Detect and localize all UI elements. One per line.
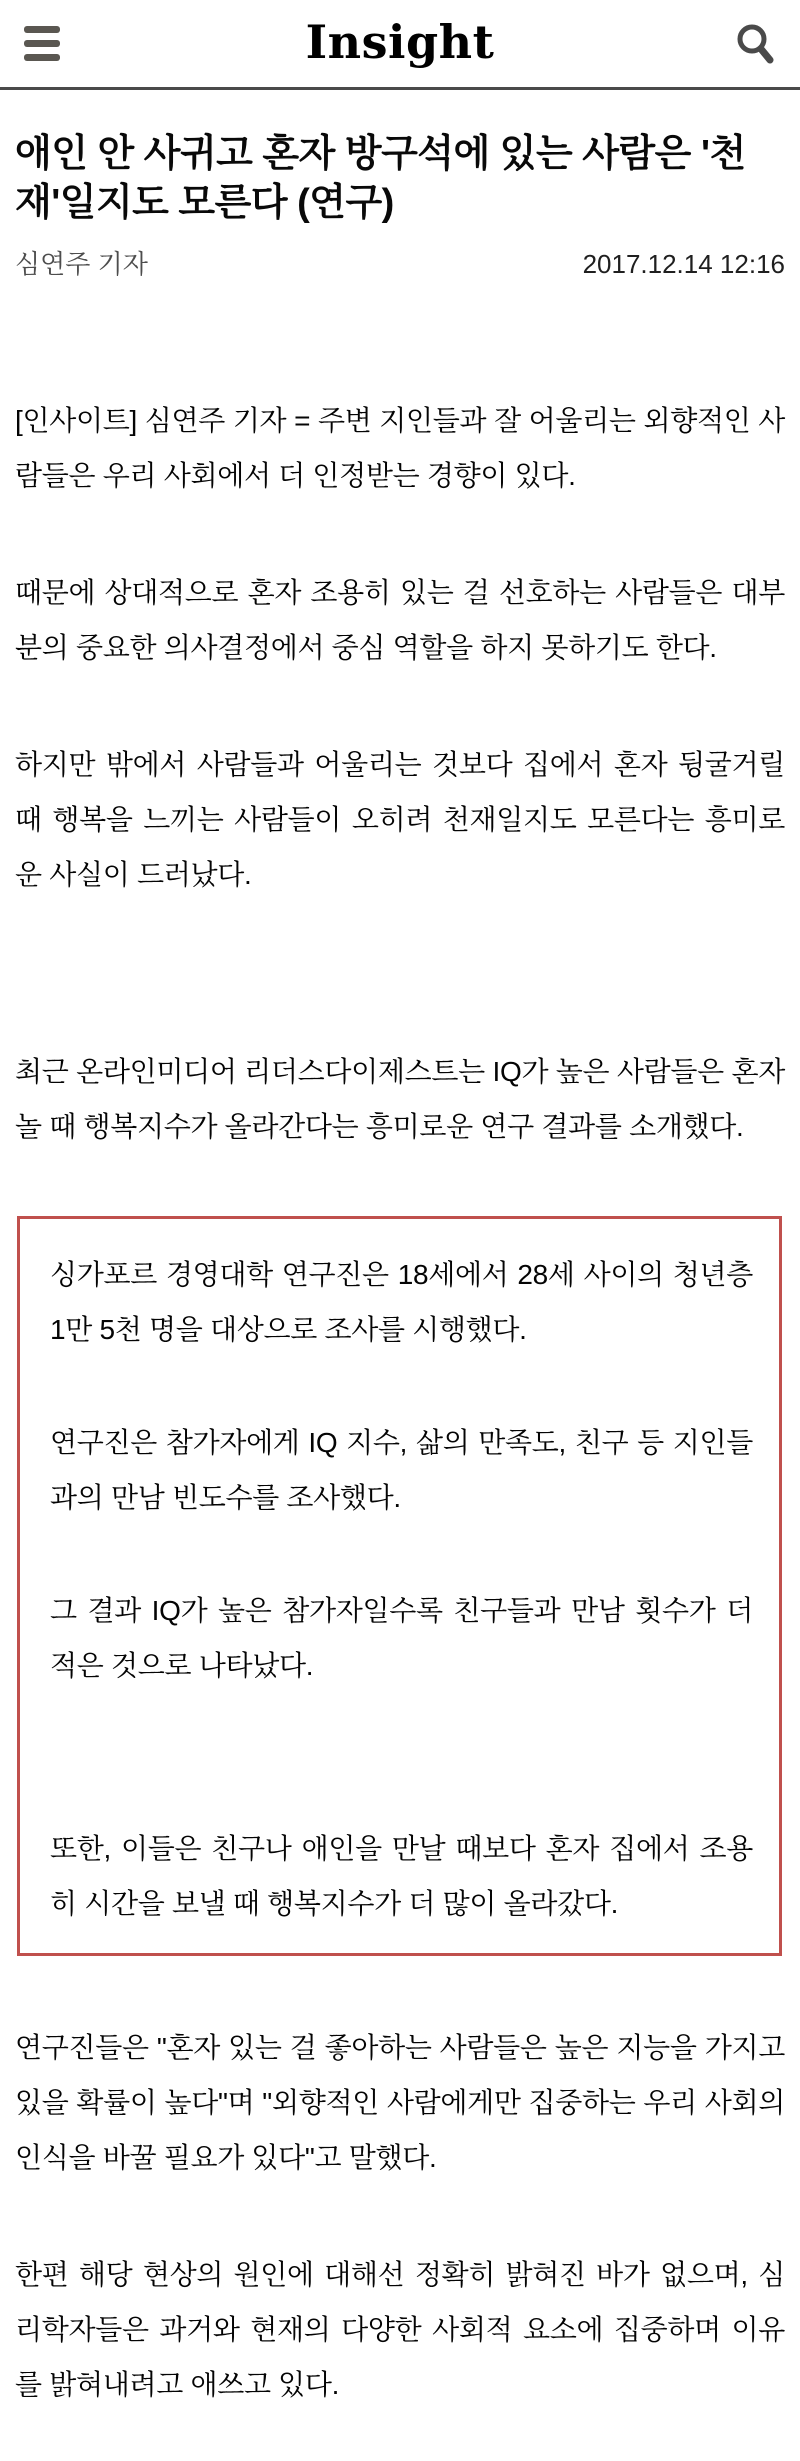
article-paragraph: 연구진들은 "혼자 있는 걸 좋아하는 사람들은 높은 지능을 가지고 있을 확률이 높다"며 "외향적인 사람에게만 집중하는 우리 사회의 인식을 바꿀 필요가 있다"고 말했다. — [15, 2032, 785, 2173]
reporter-name: 심연주 기자 — [15, 249, 148, 279]
highlight-paragraph: 또한, 이들은 친구나 애인을 만날 때보다 혼자 집에서 조용히 시간을 보낼 때 행복지수가 더 많이 올라갔다. — [50, 1833, 753, 1919]
search-icon — [735, 22, 775, 66]
content-spacer — [15, 964, 785, 1044]
content-spacer — [50, 1751, 753, 1821]
article-paragraph: 최근 온라인미디어 리더스다이제스트는 IQ가 높은 사람들은 혼자 놀 때 행복지수가 올라간다는 흥미로운 연구 결과를 소개했다. — [15, 1056, 785, 1142]
search-button[interactable] — [734, 21, 776, 67]
site-logo[interactable]: Insight — [305, 14, 495, 69]
article — [0, 130, 800, 2412]
highlight-paragraph: 그 결과 IQ가 높은 참가자일수록 친구들과 만남 횟수가 더 적은 것으로 나타났다. — [50, 1595, 753, 1681]
article-title: 애인 안 사귀고 혼자 방구석에 있는 사람은 '천재'일지도 모른다 (연구) — [15, 133, 746, 224]
article-paragraph: 때문에 상대적으로 혼자 조용히 있는 걸 선호하는 사람들은 대부분의 중요한 의사결정에서 중심 역할을 하지 못하기도 한다. — [15, 577, 785, 663]
highlight-paragraph: 싱가포르 경영대학 연구진은 18세에서 28세 사이의 청년층 1만 5천 명을 대상으로 조사를 시행했다. — [50, 1259, 753, 1345]
article-paragraph: [인사이트] 심연주 기자 = 주변 지인들과 잘 어울리는 외향적인 사람들은 우리 사회에서 더 인정받는 경향이 있다. — [15, 405, 785, 491]
site-header — [0, 0, 800, 90]
highlight-paragraph: 연구진은 참가자에게 IQ 지수, 삶의 만족도, 친구 등 지인들과의 만남 빈도수를 조사했다. — [50, 1427, 753, 1513]
article-paragraph: 하지만 밖에서 사람들과 어울리는 것보다 집에서 혼자 뒹굴거릴 때 행복을 느끼는 사람들이 오히려 천재일지도 모른다는 흥미로운 사실이 드러났다. — [15, 749, 785, 890]
highlight-box — [17, 1216, 782, 1956]
publish-datetime: 2017.12.14 12:16 — [582, 249, 785, 279]
byline — [15, 244, 785, 281]
menu-button[interactable] — [24, 24, 62, 64]
article-paragraph: 한편 해당 현상의 원인에 대해선 정확히 밝혀진 바가 없으며, 심리학자들은 과거와 현재의 다양한 사회적 요소에 집중하며 이유를 밝혀내려고 애쓰고 있다. — [15, 2259, 785, 2400]
hamburger-icon — [24, 26, 60, 33]
